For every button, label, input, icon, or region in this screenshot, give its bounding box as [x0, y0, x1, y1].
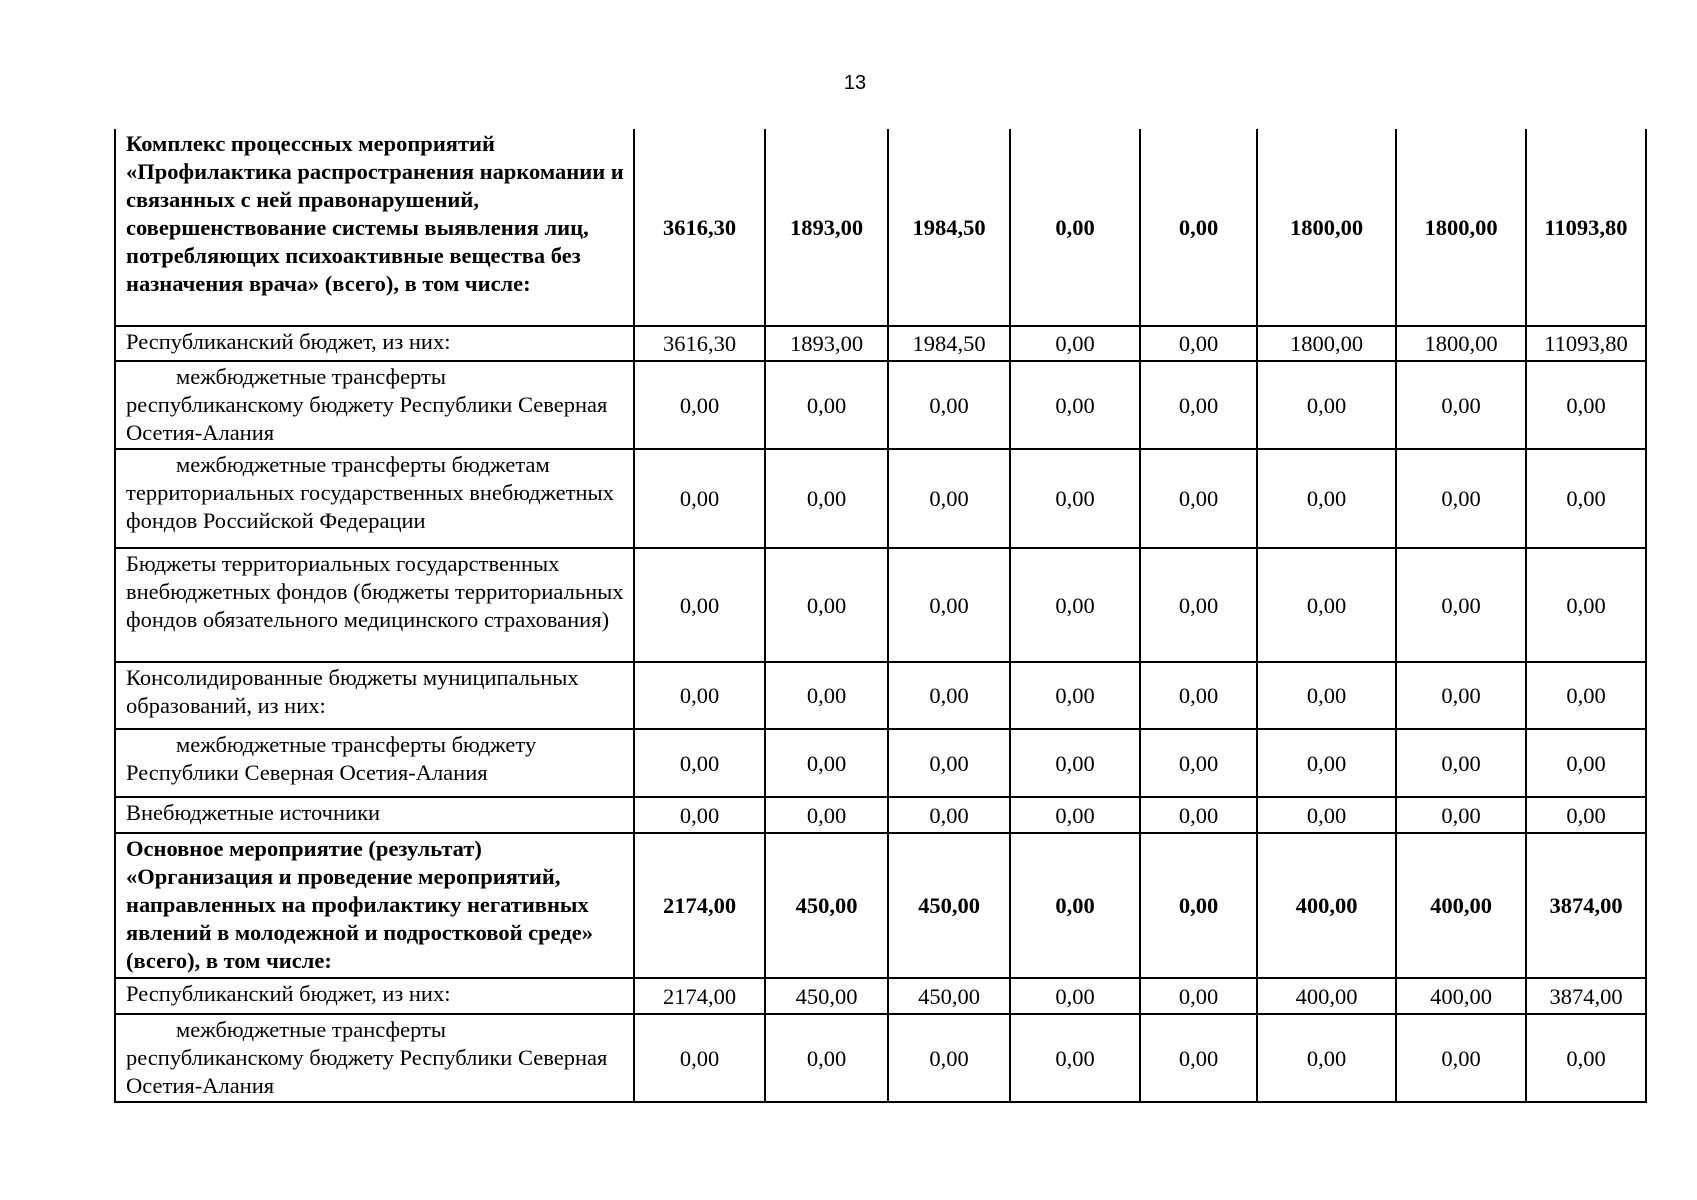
- value-cell: 0,00: [1526, 361, 1646, 449]
- value-cell: 0,00: [634, 361, 765, 449]
- value-cell: 0,00: [1010, 326, 1140, 361]
- value-cell: 0,00: [634, 729, 765, 797]
- row-label-cell: [115, 833, 634, 978]
- value-cell: 0,00: [1257, 797, 1396, 833]
- value-cell: 0,00: [765, 548, 888, 662]
- value-cell: 0,00: [634, 797, 765, 833]
- value-cell: 0,00: [634, 1014, 765, 1102]
- table-body: [115, 129, 1646, 1102]
- value-cell: 11093,80: [1526, 129, 1646, 326]
- value-cell: 0,00: [1257, 729, 1396, 797]
- value-cell: 1984,50: [888, 326, 1010, 361]
- value-cell: 0,00: [1396, 548, 1526, 662]
- value-cell: 400,00: [1396, 978, 1526, 1014]
- value-cell: 0,00: [1257, 548, 1396, 662]
- value-cell: 0,00: [888, 797, 1010, 833]
- table-row: [115, 978, 1646, 1014]
- row-label-cell: [115, 361, 634, 449]
- table-row: [115, 1014, 1646, 1102]
- value-cell: 0,00: [1010, 729, 1140, 797]
- value-cell: 0,00: [765, 449, 888, 548]
- value-cell: 0,00: [1010, 361, 1140, 449]
- value-cell: 0,00: [1140, 361, 1257, 449]
- value-cell: 1800,00: [1257, 326, 1396, 361]
- value-cell: 0,00: [1526, 662, 1646, 729]
- value-cell: 0,00: [1010, 662, 1140, 729]
- table-row: [115, 129, 1646, 326]
- value-cell: 0,00: [1140, 449, 1257, 548]
- row-label-cell: [115, 548, 634, 662]
- value-cell: 0,00: [1140, 662, 1257, 729]
- value-cell: 0,00: [1140, 548, 1257, 662]
- table-row: [115, 449, 1646, 548]
- value-cell: 0,00: [888, 548, 1010, 662]
- value-cell: 1893,00: [765, 326, 888, 361]
- row-label-cell: [115, 729, 634, 797]
- row-label-cell: [115, 797, 634, 833]
- value-cell: 11093,80: [1526, 326, 1646, 361]
- value-cell: 1984,50: [888, 129, 1010, 326]
- value-cell: 0,00: [1396, 729, 1526, 797]
- value-cell: 0,00: [1257, 662, 1396, 729]
- budget-table: [114, 129, 1647, 1103]
- value-cell: 0,00: [1010, 1014, 1140, 1102]
- value-cell: 0,00: [1396, 797, 1526, 833]
- value-cell: 0,00: [765, 797, 888, 833]
- value-cell: 2174,00: [634, 978, 765, 1014]
- row-label: Внебюджетные источники: [126, 800, 381, 825]
- row-label-cell: [115, 1014, 634, 1102]
- page-number: 13: [843, 72, 867, 94]
- value-cell: 0,00: [1526, 729, 1646, 797]
- value-cell: 0,00: [1526, 548, 1646, 662]
- value-cell: 0,00: [1140, 978, 1257, 1014]
- value-cell: 400,00: [1257, 978, 1396, 1014]
- value-cell: 0,00: [1010, 129, 1140, 326]
- value-cell: 450,00: [888, 978, 1010, 1014]
- value-cell: 0,00: [1010, 978, 1140, 1014]
- value-cell: 0,00: [634, 548, 765, 662]
- value-cell: 0,00: [1140, 1014, 1257, 1102]
- value-cell: 1800,00: [1257, 129, 1396, 326]
- row-label: межбюджетные трансферты бюджетам территориальных государственных внебюджетных фондов Российской Федерации: [126, 452, 614, 533]
- value-cell: 0,00: [1526, 1014, 1646, 1102]
- value-cell: 0,00: [1010, 548, 1140, 662]
- value-cell: 0,00: [1396, 662, 1526, 729]
- value-cell: 0,00: [765, 361, 888, 449]
- value-cell: 0,00: [1396, 449, 1526, 548]
- value-cell: 2174,00: [634, 833, 765, 978]
- value-cell: 3874,00: [1526, 978, 1646, 1014]
- row-label-cell: [115, 449, 634, 548]
- value-cell: 0,00: [888, 361, 1010, 449]
- row-label: Бюджеты территориальных государственных внебюджетных фондов (бюджеты территориальных фондов обязательного медицинского страхования): [126, 551, 624, 632]
- value-cell: 0,00: [1010, 797, 1140, 833]
- table-row: [115, 797, 1646, 833]
- value-cell: 0,00: [1257, 1014, 1396, 1102]
- table-row: [115, 361, 1646, 449]
- value-cell: 0,00: [1396, 361, 1526, 449]
- value-cell: 0,00: [1010, 449, 1140, 548]
- value-cell: 0,00: [765, 729, 888, 797]
- value-cell: 3616,30: [634, 129, 765, 326]
- table-row: [115, 326, 1646, 361]
- value-cell: 0,00: [634, 662, 765, 729]
- value-cell: 0,00: [1140, 326, 1257, 361]
- value-cell: 0,00: [1140, 129, 1257, 326]
- value-cell: 0,00: [1526, 449, 1646, 548]
- row-label: межбюджетные трансферты республиканскому бюджету Республики Северная Осетия-Алания: [126, 364, 608, 445]
- value-cell: 0,00: [1257, 449, 1396, 548]
- row-label: Комплекс процессных мероприятий «Профилактика распространения наркомании и связанных с ней правонарушений, совершенствование системы выявления лиц, потребляющих психоактивные вещества без назначения врача» (всего), в том числе:: [126, 131, 624, 296]
- value-cell: 1893,00: [765, 129, 888, 326]
- table-row: [115, 662, 1646, 729]
- row-label: Республиканский бюджет, из них:: [126, 981, 451, 1006]
- value-cell: 0,00: [1396, 1014, 1526, 1102]
- row-label-cell: [115, 662, 634, 729]
- value-cell: 0,00: [888, 449, 1010, 548]
- value-cell: 0,00: [1010, 833, 1140, 978]
- value-cell: 1800,00: [1396, 129, 1526, 326]
- value-cell: 0,00: [1257, 361, 1396, 449]
- value-cell: 450,00: [765, 833, 888, 978]
- value-cell: 0,00: [888, 1014, 1010, 1102]
- row-label-cell: [115, 129, 634, 326]
- row-label: Консолидированные бюджеты муниципальных образований, из них:: [126, 665, 579, 718]
- table-row: [115, 729, 1646, 797]
- value-cell: 400,00: [1396, 833, 1526, 978]
- value-cell: 450,00: [888, 833, 1010, 978]
- value-cell: 1800,00: [1396, 326, 1526, 361]
- value-cell: 0,00: [765, 1014, 888, 1102]
- value-cell: 3616,30: [634, 326, 765, 361]
- value-cell: 0,00: [888, 729, 1010, 797]
- value-cell: 0,00: [1140, 833, 1257, 978]
- value-cell: 400,00: [1257, 833, 1396, 978]
- value-cell: 0,00: [1140, 797, 1257, 833]
- table-row: [115, 548, 1646, 662]
- row-label: Основное мероприятие (результат) «Организация и проведение мероприятий, направленных на профилактику негативных явлений в молодежной и подростковой среде» (всего), в том числе:: [126, 836, 593, 973]
- table-row: [115, 833, 1646, 978]
- row-label-cell: [115, 326, 634, 361]
- value-cell: 3874,00: [1526, 833, 1646, 978]
- value-cell: 0,00: [765, 662, 888, 729]
- row-label-cell: [115, 978, 634, 1014]
- row-label: межбюджетные трансферты республиканскому бюджету Республики Северная Осетия-Алания: [126, 1017, 608, 1098]
- value-cell: 0,00: [888, 662, 1010, 729]
- row-label: межбюджетные трансферты бюджету Республики Северная Осетия-Алания: [126, 732, 537, 785]
- row-label: Республиканский бюджет, из них:: [126, 329, 451, 354]
- value-cell: 450,00: [765, 978, 888, 1014]
- value-cell: 0,00: [1140, 729, 1257, 797]
- value-cell: 0,00: [634, 449, 765, 548]
- value-cell: 0,00: [1526, 797, 1646, 833]
